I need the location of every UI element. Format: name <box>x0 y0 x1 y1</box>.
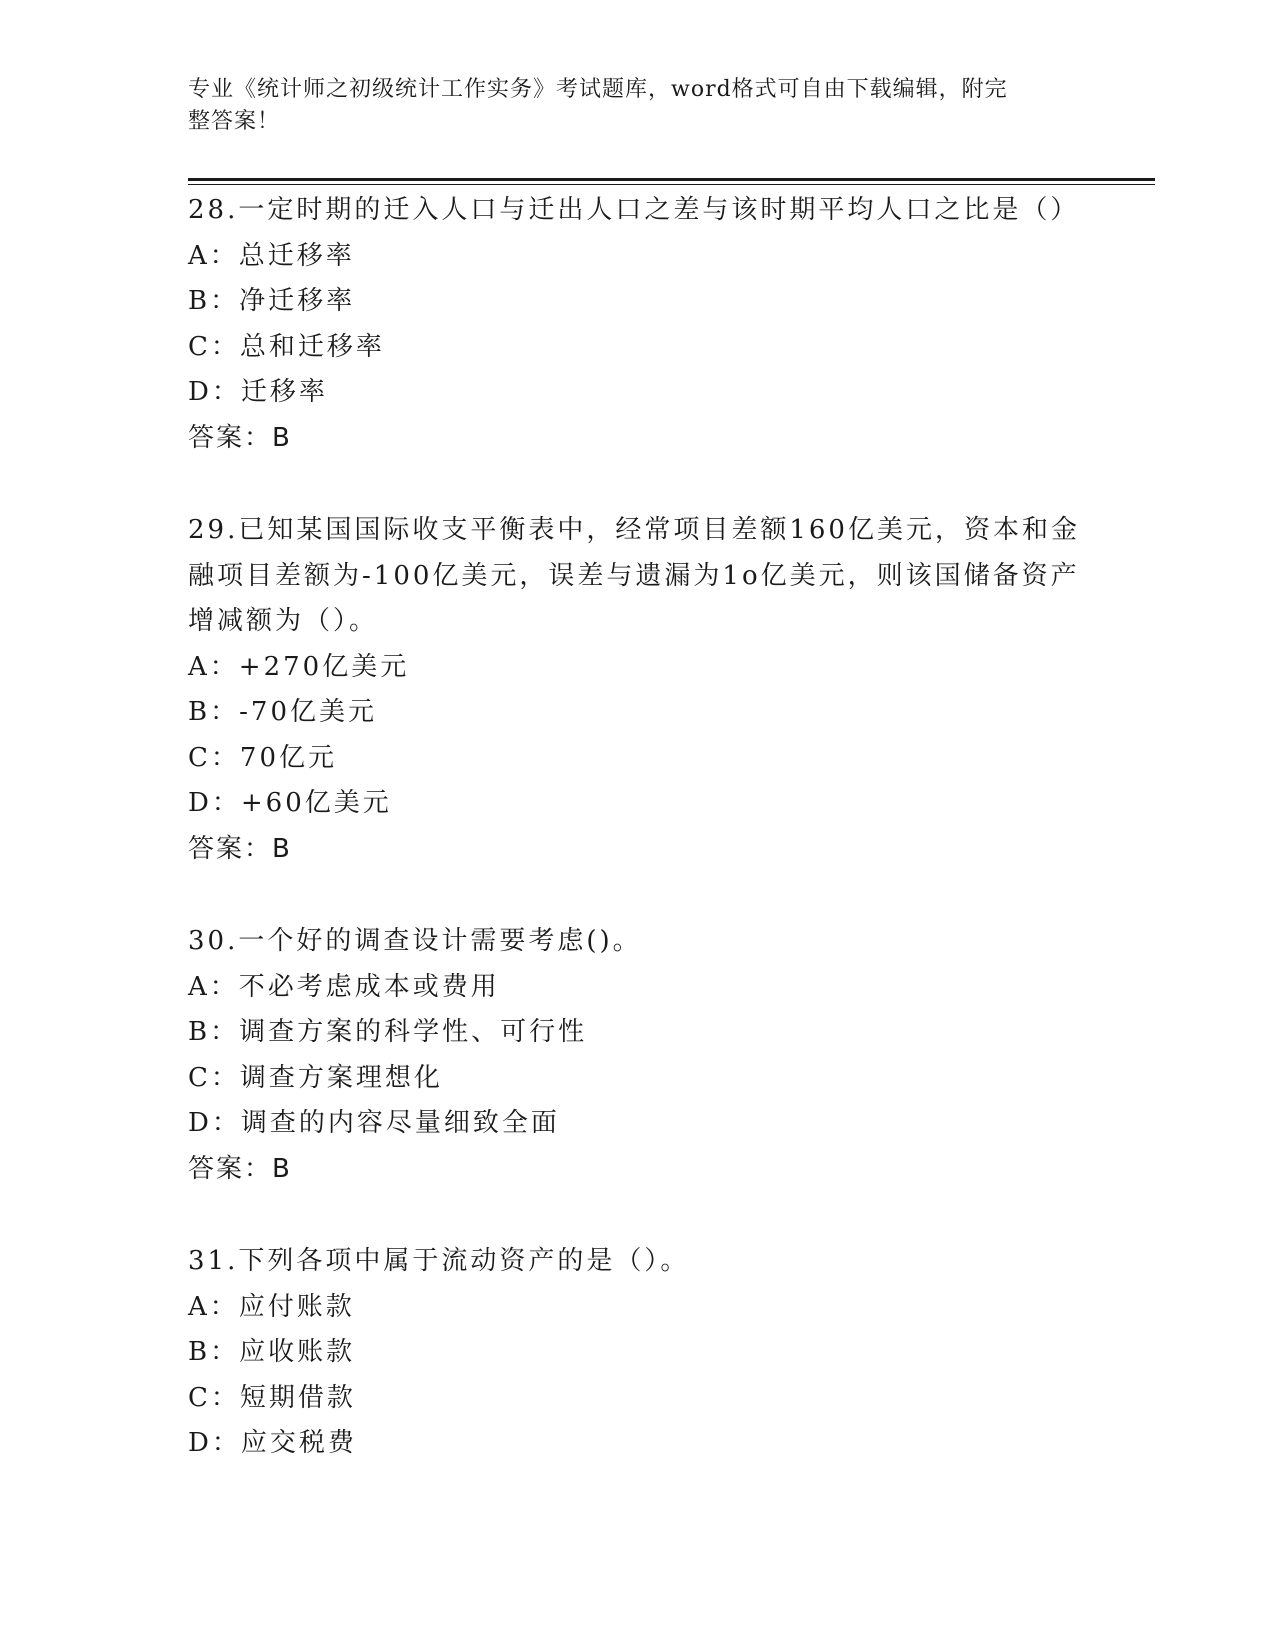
header-line-2: 整答案！ <box>188 109 281 134</box>
option-key: D <box>188 1108 212 1138</box>
option-text: 短期借款 <box>239 1382 356 1413</box>
option-text: 净迁移率 <box>239 286 356 316</box>
option-c <box>188 1376 1088 1422</box>
option-a <box>188 234 1088 280</box>
question-31 <box>188 1239 1088 1467</box>
option-a <box>188 645 1088 691</box>
option-d <box>188 1421 1088 1467</box>
header-divider-thin <box>188 184 1155 185</box>
option-separator: ： <box>210 1017 240 1047</box>
option-key: D <box>188 1428 212 1458</box>
option-b <box>188 279 1088 325</box>
option-b <box>188 690 1088 736</box>
option-text: 调查方案的科学性、可行性 <box>239 1017 588 1047</box>
option-separator: ： <box>210 286 240 316</box>
option-text: 总迁移率 <box>238 240 355 271</box>
option-text: 应收账款 <box>239 1337 356 1367</box>
option-text: 调查的内容尽量细致全面 <box>240 1108 560 1138</box>
option-key: A <box>188 240 210 271</box>
option-text: +60亿美元 <box>240 788 392 818</box>
option-c <box>188 736 1088 782</box>
option-separator: ： <box>209 1291 239 1322</box>
document-header <box>188 74 1068 138</box>
question-list <box>188 188 1088 1514</box>
option-text: 调查方案理想化 <box>239 1062 443 1093</box>
question-text: 28.一定时期的迁入人口与迁出人口之差与该时期平均人口之比是（） <box>188 195 1080 225</box>
option-key: A <box>188 1291 210 1322</box>
option-separator: ： <box>209 971 239 1002</box>
option-key: A <box>188 651 210 682</box>
option-separator: ： <box>211 377 241 407</box>
option-text: -70亿美元 <box>239 697 377 727</box>
option-key: B <box>188 1017 211 1047</box>
header-divider-thick <box>188 178 1155 181</box>
option-separator: ： <box>210 1337 240 1367</box>
option-separator: ： <box>210 742 240 773</box>
option-key: B <box>188 286 211 316</box>
option-key: A <box>188 971 210 1002</box>
option-text: 不必考虑成本或费用 <box>238 971 500 1002</box>
option-text: 总和迁移率 <box>239 331 385 362</box>
option-a <box>188 965 1088 1011</box>
option-separator: ： <box>210 331 240 362</box>
question-30 <box>188 919 1088 1192</box>
header-line-1: 专业《统计师之初级统计工作实务》考试题库，word格式可自由下载编辑，附完 <box>188 77 1008 102</box>
option-key: C <box>188 1382 211 1413</box>
question-text: 29.已知某国国际收支平衡表中，经常项目差额160亿美元，资本和金融项目差额为-100亿美元，误差与遗漏为1o亿美元，则该国储备资产增减额为（）。 <box>188 515 1080 636</box>
option-separator: ： <box>211 788 241 818</box>
option-text: +270亿美元 <box>238 651 410 682</box>
option-text: 应交税费 <box>240 1428 357 1458</box>
option-d <box>188 781 1088 827</box>
option-key: C <box>188 1062 211 1093</box>
option-separator: ： <box>209 240 239 271</box>
option-text: 应付账款 <box>238 1291 355 1322</box>
option-b <box>188 1010 1088 1056</box>
option-separator: ： <box>209 651 239 682</box>
option-key: B <box>188 1337 211 1367</box>
option-separator: ： <box>211 1428 241 1458</box>
option-key: C <box>188 331 211 362</box>
option-separator: ： <box>210 1382 240 1413</box>
option-key: D <box>188 377 212 407</box>
question-29 <box>188 508 1088 872</box>
option-separator: ： <box>210 697 240 727</box>
option-separator: ： <box>211 1108 241 1138</box>
question-text: 31.下列各项中属于流动资产的是（）。 <box>188 1246 690 1276</box>
option-d <box>188 1101 1088 1147</box>
option-c <box>188 325 1088 371</box>
question-text: 30.一个好的调查设计需要考虑()。 <box>188 926 642 956</box>
option-d <box>188 370 1088 416</box>
option-text: 70亿元 <box>239 742 338 773</box>
option-text: 迁移率 <box>240 377 328 407</box>
question-28 <box>188 188 1088 461</box>
option-key: B <box>188 697 211 727</box>
option-c <box>188 1056 1088 1102</box>
answer-line: 答案：B <box>188 833 292 864</box>
option-key: C <box>188 742 211 773</box>
answer-line: 答案：B <box>188 1153 292 1184</box>
option-key: D <box>188 788 212 818</box>
answer-line: 答案：B <box>188 422 292 453</box>
option-separator: ： <box>210 1062 240 1093</box>
option-a <box>188 1285 1088 1331</box>
option-b <box>188 1330 1088 1376</box>
